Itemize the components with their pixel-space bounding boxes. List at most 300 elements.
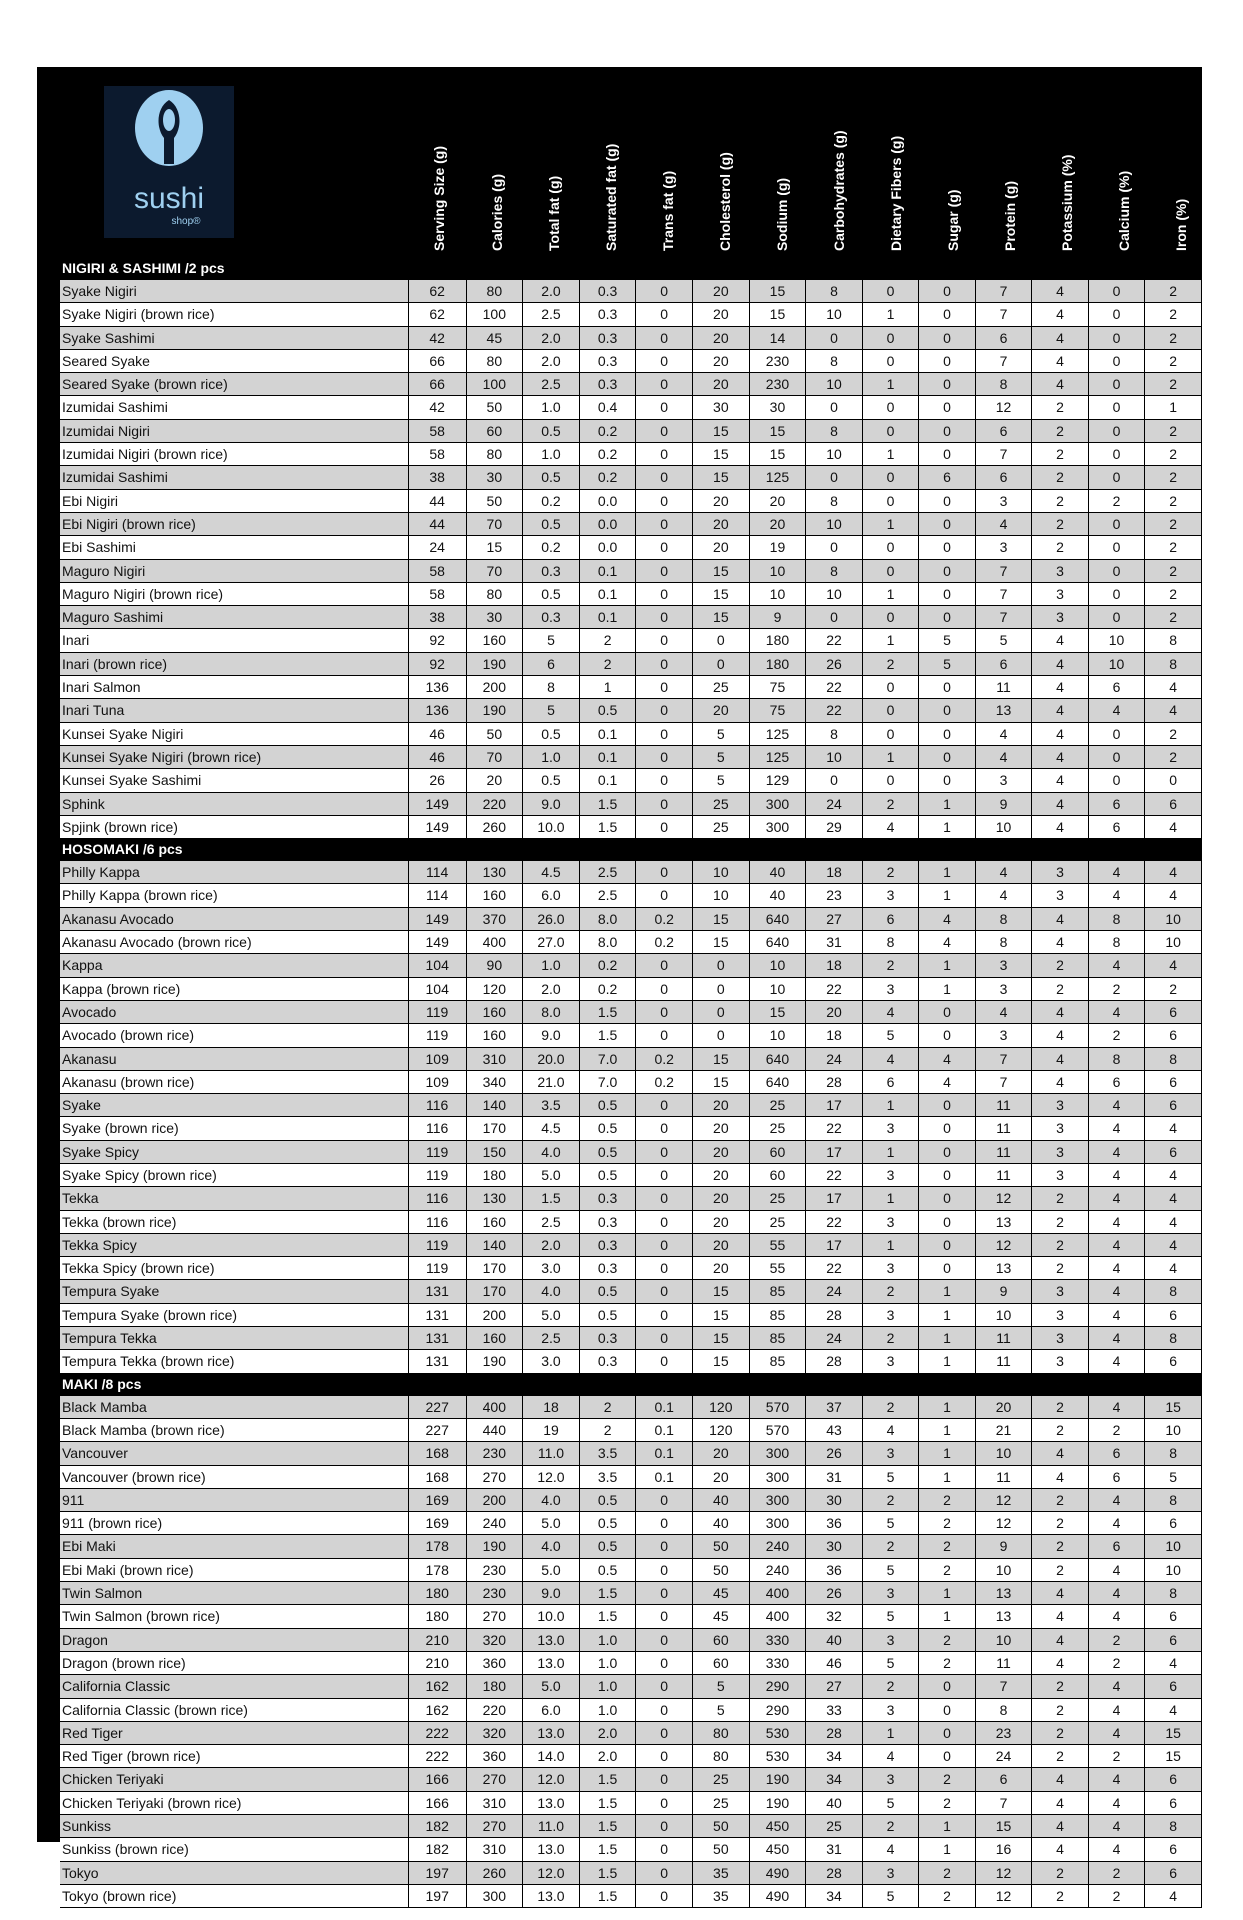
nutrient-value: 12.0 [523,1768,580,1791]
nutrient-value: 8 [1145,1047,1202,1070]
item-name: 911 (brown rice) [60,1512,408,1535]
nutrient-value: 116 [408,1187,466,1210]
nutrient-value: 28 [806,1303,863,1326]
item-name: Syake Spicy (brown rice) [60,1163,408,1186]
item-name: Maguro Nigiri (brown rice) [60,582,408,605]
nutrient-value: 27 [806,1675,863,1698]
nutrient-value: 0 [919,1698,975,1721]
nutrient-value: 22 [806,977,863,1000]
nutrient-value: 10 [806,373,863,396]
nutrient-value: 0.1 [636,1465,693,1488]
nutrient-value: 13.0 [523,1791,580,1814]
table-row [60,745,1202,768]
nutrient-value: 60 [693,1651,750,1674]
nutrient-value: 190 [749,1768,806,1791]
nutrient-value: 320 [466,1721,523,1744]
nutrient-value: 4.5 [523,1117,580,1140]
nutrient-value: 3 [1032,1327,1088,1350]
nutrient-value: 4 [1088,1815,1145,1838]
nutrient-value: 0 [636,1094,693,1117]
nutrient-value: 119 [408,1024,466,1047]
nutrient-value: 26 [806,1442,863,1465]
nutrient-value: 2.0 [523,977,580,1000]
nutrient-value: 11 [975,1117,1032,1140]
nutrient-value: 4 [1088,1000,1145,1023]
nutrient-value: 0 [636,629,693,652]
nutrient-value: 0.3 [579,326,636,349]
nutrient-value: 0.5 [523,419,580,442]
nutrient-value: 0 [636,1327,693,1350]
table-row [60,1140,1202,1163]
item-name: Syake Nigiri (brown rice) [60,303,408,326]
table-row [60,582,1202,605]
nutrient-value: 2 [1088,1418,1145,1441]
nutrient-value: 2 [1145,419,1202,442]
nutrient-value: 2 [1032,1488,1088,1511]
nutrient-value: 10 [806,582,863,605]
nutrient-value: 3 [1032,1280,1088,1303]
nutrient-value: 4 [975,861,1032,884]
nutrient-value: 25 [693,792,750,815]
item-name: Tempura Syake [60,1280,408,1303]
nutrient-value: 0.3 [579,1233,636,1256]
nutrient-value: 22 [806,1163,863,1186]
nutrient-value: 40 [806,1628,863,1651]
sushi-shop-logo-graphic [104,86,234,238]
item-name: Chicken Teriyaki (brown rice) [60,1791,408,1814]
nutrient-value: 15 [1145,1721,1202,1744]
nutrient-value: 131 [408,1303,466,1326]
nutrient-value: 0 [693,977,750,1000]
nutrient-value: 8 [1145,652,1202,675]
nutrient-value: 80 [466,582,523,605]
nutrient-value: 0 [919,1210,975,1233]
nutrient-value: 2 [1032,1395,1088,1418]
nutrient-value: 400 [749,1582,806,1605]
nutrient-value: 7.0 [579,1047,636,1070]
table-row [60,1628,1202,1651]
item-name: Inari Tuna [60,699,408,722]
nutrient-value: 12 [975,1187,1032,1210]
nutrient-value: 40 [749,861,806,884]
nutrient-value: 4 [1032,1651,1088,1674]
nutrient-value: 40 [693,1512,750,1535]
svg-text:shop®: shop® [171,216,201,227]
nutrient-value: 1.5 [579,1884,636,1907]
nutrient-value: 15 [466,536,523,559]
nutrient-value: 10 [1088,629,1145,652]
nutrient-value: 227 [408,1395,466,1418]
nutrient-value: 24 [806,1327,863,1350]
nutrient-value: 2 [579,1418,636,1441]
nutrient-value: 4 [919,907,975,930]
item-name: Maguro Sashimi [60,606,408,629]
nutrient-value: 3 [975,1024,1032,1047]
nutrient-value: 2 [1032,512,1088,535]
nutrient-value: 15 [693,419,750,442]
nutrient-value: 3 [862,1861,918,1884]
nutrient-value: 119 [408,1233,466,1256]
nutrient-value: 4 [1088,1791,1145,1814]
nutrient-value: 4 [975,884,1032,907]
nutrient-value: 0 [862,536,918,559]
nutrient-value: 0 [862,606,918,629]
table-row [60,676,1202,699]
item-name: Izumidai Nigiri [60,419,408,442]
nutrient-value: 0 [636,699,693,722]
nutrient-value: 300 [749,1442,806,1465]
table-row [60,1000,1202,1023]
table-row [60,349,1202,372]
nutrient-value: 290 [749,1675,806,1698]
nutrient-value: 300 [749,792,806,815]
nutrient-value: 20 [693,1257,750,1280]
nutrient-value: 230 [466,1558,523,1581]
nutrient-value: 0.3 [579,303,636,326]
nutrient-value: 0 [1088,745,1145,768]
column-header [753,77,810,267]
nutrient-value: 8 [523,676,580,699]
nutrient-value: 1.5 [579,1838,636,1861]
nutrient-value: 25 [693,1791,750,1814]
nutrient-value: 240 [749,1558,806,1581]
nutrient-value: 60 [466,419,523,442]
nutrient-value: 4 [1032,676,1088,699]
nutrient-value: 570 [749,1418,806,1441]
nutrient-value: 10 [806,512,863,535]
nutrient-value: 160 [466,884,523,907]
sushi-shop-logo [104,86,234,238]
nutrient-value: 10 [975,1303,1032,1326]
nutrient-value: 31 [806,931,863,954]
nutrient-value: 20 [693,489,750,512]
nutrient-value: 0 [919,1675,975,1698]
column-header [1038,77,1095,267]
nutrient-value: 0 [806,606,863,629]
nutrient-value: 182 [408,1838,466,1861]
nutrient-value: 0 [636,373,693,396]
nutrient-value: 28 [806,1861,863,1884]
nutrient-value: 119 [408,1163,466,1186]
table-row [60,373,1202,396]
nutrient-value: 7 [975,303,1032,326]
nutrient-value: 2 [1145,303,1202,326]
nutrient-value: 75 [749,676,806,699]
nutrient-value: 260 [466,815,523,838]
nutrient-value: 2 [1032,419,1088,442]
nutrient-value: 20 [693,536,750,559]
nutrient-value: 0 [919,606,975,629]
table-row [60,977,1202,1000]
nutrient-value: 8 [975,907,1032,930]
table-row [60,1884,1202,1907]
nutrient-value: 42 [408,396,466,419]
nutrient-value: 2.0 [523,326,580,349]
item-name: Sphink [60,792,408,815]
item-name: Avocado [60,1000,408,1023]
table-row [60,1257,1202,1280]
nutrient-value: 0 [636,722,693,745]
nutrient-value: 450 [749,1838,806,1861]
nutrient-value: 10 [975,1442,1032,1465]
nutrient-value: 24 [806,1047,863,1070]
nutrient-value: 4 [1145,1884,1202,1907]
nutrient-value: 30 [466,606,523,629]
nutrient-value: 0 [1088,419,1145,442]
nutrient-value: 5.0 [523,1163,580,1186]
nutrient-value: 6 [975,1768,1032,1791]
nutrient-value: 530 [749,1745,806,1768]
nutrient-value: 4 [1088,1094,1145,1117]
nutrient-value: 0 [919,1024,975,1047]
nutrient-value: 129 [749,769,806,792]
nutrient-value: 160 [466,1024,523,1047]
nutrient-value: 4 [1145,1651,1202,1674]
nutrient-value: 22 [806,1257,863,1280]
nutrient-value: 7 [975,559,1032,582]
nutrient-value: 35 [693,1884,750,1907]
nutrient-value: 0 [636,977,693,1000]
nutrient-value: 26 [806,1582,863,1605]
nutrient-value: 4 [862,1000,918,1023]
nutrient-value: 0 [636,1233,693,1256]
nutrient-value: 26 [806,652,863,675]
nutrient-value: 1.0 [523,443,580,466]
nutrient-value: 2 [1145,722,1202,745]
nutrient-value: 210 [408,1628,466,1651]
table-row [60,1094,1202,1117]
nutrient-value: 330 [749,1651,806,1674]
nutrient-value: 7.0 [579,1070,636,1093]
nutrient-value: 13 [975,1257,1032,1280]
nutrient-value: 11 [975,1094,1032,1117]
nutrient-value: 400 [466,931,523,954]
nutrient-value: 2 [1088,1745,1145,1768]
table-row [60,1582,1202,1605]
table-row [60,1768,1202,1791]
table-row [60,1605,1202,1628]
nutrient-value: 3.0 [523,1257,580,1280]
nutrient-value: 34 [806,1884,863,1907]
nutrient-value: 2 [1088,1628,1145,1651]
nutrient-value: 0 [693,652,750,675]
nutrient-value: 5 [693,1698,750,1721]
nutrient-value: 17 [806,1094,863,1117]
nutrient-value: 12 [975,1512,1032,1535]
column-header [924,77,981,267]
nutrient-value: 25 [749,1210,806,1233]
nutrient-value: 9 [975,1535,1032,1558]
nutrient-value: 2.0 [579,1745,636,1768]
nutrient-value: 160 [466,1000,523,1023]
nutrient-value: 22 [806,676,863,699]
nutrient-value: 21 [975,1418,1032,1441]
nutrient-value: 4 [1032,280,1088,303]
nutrient-value: 4 [1032,815,1088,838]
nutrient-value: 3.5 [579,1465,636,1488]
nutrient-value: 2 [1032,1558,1088,1581]
nutrient-value: 450 [749,1815,806,1838]
nutrient-value: 17 [806,1233,863,1256]
table-row [60,1350,1202,1373]
nutrient-value: 0 [636,280,693,303]
nutrient-value: 4 [1145,861,1202,884]
nutrient-value: 18 [806,954,863,977]
nutrient-value: 2 [1032,1187,1088,1210]
nutrient-value: 2 [1032,1535,1088,1558]
nutrient-value: 2 [919,1488,975,1511]
nutrient-value: 0.3 [579,1210,636,1233]
nutrient-value: 0 [636,1628,693,1651]
nutrient-value: 5 [862,1558,918,1581]
nutrient-value: 0.5 [579,699,636,722]
nutrient-value: 12 [975,396,1032,419]
nutrient-value: 119 [408,1140,466,1163]
nutrient-value: 13.0 [523,1884,580,1907]
section-title: HOSOMAKI /6 pcs [60,839,1202,861]
nutrient-value: 0 [919,396,975,419]
nutrient-value: 200 [466,676,523,699]
nutrient-value: 4 [1032,699,1088,722]
nutrient-value: 130 [466,1187,523,1210]
nutrient-value: 0 [919,1233,975,1256]
nutrient-value: 8 [806,349,863,372]
nutrient-value: 30 [693,396,750,419]
nutrient-value: 0 [1088,303,1145,326]
nutrient-value: 6 [1088,676,1145,699]
nutrient-value: 20 [693,1094,750,1117]
nutrient-value: 0 [636,861,693,884]
column-header-label: Protein (g) [1001,181,1018,251]
nutrient-value: 1.0 [579,1675,636,1698]
table-row [60,396,1202,419]
nutrient-value: 6 [1145,1303,1202,1326]
nutrient-value: 15 [749,443,806,466]
nutrient-value: 75 [749,699,806,722]
item-name: Philly Kappa (brown rice) [60,884,408,907]
table-row [60,769,1202,792]
nutrient-value: 44 [408,489,466,512]
nutrient-value: 4 [975,722,1032,745]
nutrient-value: 2 [1145,280,1202,303]
nutrient-value: 4 [1088,1512,1145,1535]
column-header-label: Serving Size (g) [431,145,447,251]
nutrient-value: 149 [408,792,466,815]
nutrient-value: 2 [1145,326,1202,349]
table-row [60,280,1202,303]
table-row [60,466,1202,489]
nutrient-value: 11 [975,676,1032,699]
table-row [60,1861,1202,1884]
nutrient-value: 0.5 [523,722,580,745]
nutrient-value: 0 [636,1582,693,1605]
nutrient-value: 4 [1088,1327,1145,1350]
nutrient-value: 1 [919,1582,975,1605]
nutrient-value: 27 [806,907,863,930]
table-row [60,954,1202,977]
nutrient-value: 2.0 [523,280,580,303]
nutrient-value: 3 [862,1163,918,1186]
nutrient-value: 46 [408,745,466,768]
nutrient-value: 0 [636,582,693,605]
nutrient-value: 4 [1145,1698,1202,1721]
nutrient-value: 8 [1145,1442,1202,1465]
nutrient-value: 2 [1032,1233,1088,1256]
column-header [410,77,468,267]
nutrient-value: 15 [749,419,806,442]
nutrient-value: 30 [466,466,523,489]
nutrient-value: 0 [636,1350,693,1373]
nutrient-value: 13.0 [523,1651,580,1674]
nutrient-value: 15 [693,931,750,954]
nutrient-value: 2 [1032,1675,1088,1698]
nutrient-value: 15 [1145,1745,1202,1768]
nutrient-value: 1.0 [523,396,580,419]
nutrient-value: 20 [693,1140,750,1163]
nutrient-value: 120 [693,1395,750,1418]
item-name: Black Mamba [60,1395,408,1418]
nutrient-value: 6 [862,907,918,930]
nutrient-value: 5 [862,1791,918,1814]
nutrient-value: 20 [693,303,750,326]
nutrient-value: 0.5 [579,1558,636,1581]
nutrient-value: 8 [806,280,863,303]
nutrient-value: 1 [579,676,636,699]
nutrient-value: 3 [862,1210,918,1233]
nutrient-value: 1 [919,977,975,1000]
nutrient-value: 9.0 [523,1024,580,1047]
nutrient-value: 25 [749,1094,806,1117]
nutrient-value: 0 [1088,559,1145,582]
nutrient-value: 360 [466,1745,523,1768]
nutrient-value: 6.0 [523,1698,580,1721]
nutrient-value: 0 [636,559,693,582]
nutrient-value: 0 [693,629,750,652]
nutrient-value: 3 [1032,1140,1088,1163]
nutrient-value: 4 [1088,1303,1145,1326]
nutrient-value: 8 [975,1698,1032,1721]
nutrient-value: 0.3 [579,280,636,303]
item-name: Inari [60,629,408,652]
nutrient-value: 0 [636,745,693,768]
item-name: Syake Sashimi [60,326,408,349]
nutrient-value: 0 [636,769,693,792]
nutrient-value: 10 [1145,1558,1202,1581]
nutrient-value: 11 [975,1465,1032,1488]
nutrient-value: 290 [749,1698,806,1721]
nutrient-value: 4 [919,1047,975,1070]
nutrient-value: 0 [919,722,975,745]
nutrient-value: 0.5 [579,1535,636,1558]
nutrient-value: 4 [1032,1047,1088,1070]
item-name: Black Mamba (brown rice) [60,1418,408,1441]
column-header-label: Calories (g) [488,173,505,251]
nutrient-value: 92 [408,652,466,675]
nutrient-value: 0.5 [579,1488,636,1511]
nutrient-value: 13 [975,1605,1032,1628]
nutrient-value: 4 [1032,769,1088,792]
nutrient-value: 10 [749,1024,806,1047]
nutrient-value: 270 [466,1465,523,1488]
nutrient-value: 230 [466,1582,523,1605]
column-header-label: Carbohydrates (g) [830,130,847,251]
table-row [60,1721,1202,1744]
item-name: Ebi Maki (brown rice) [60,1558,408,1581]
nutrient-value: 0 [636,1698,693,1721]
nutrient-value: 0 [862,419,918,442]
nutrient-value: 32 [806,1605,863,1628]
item-name: Kunsei Syake Nigiri [60,722,408,745]
